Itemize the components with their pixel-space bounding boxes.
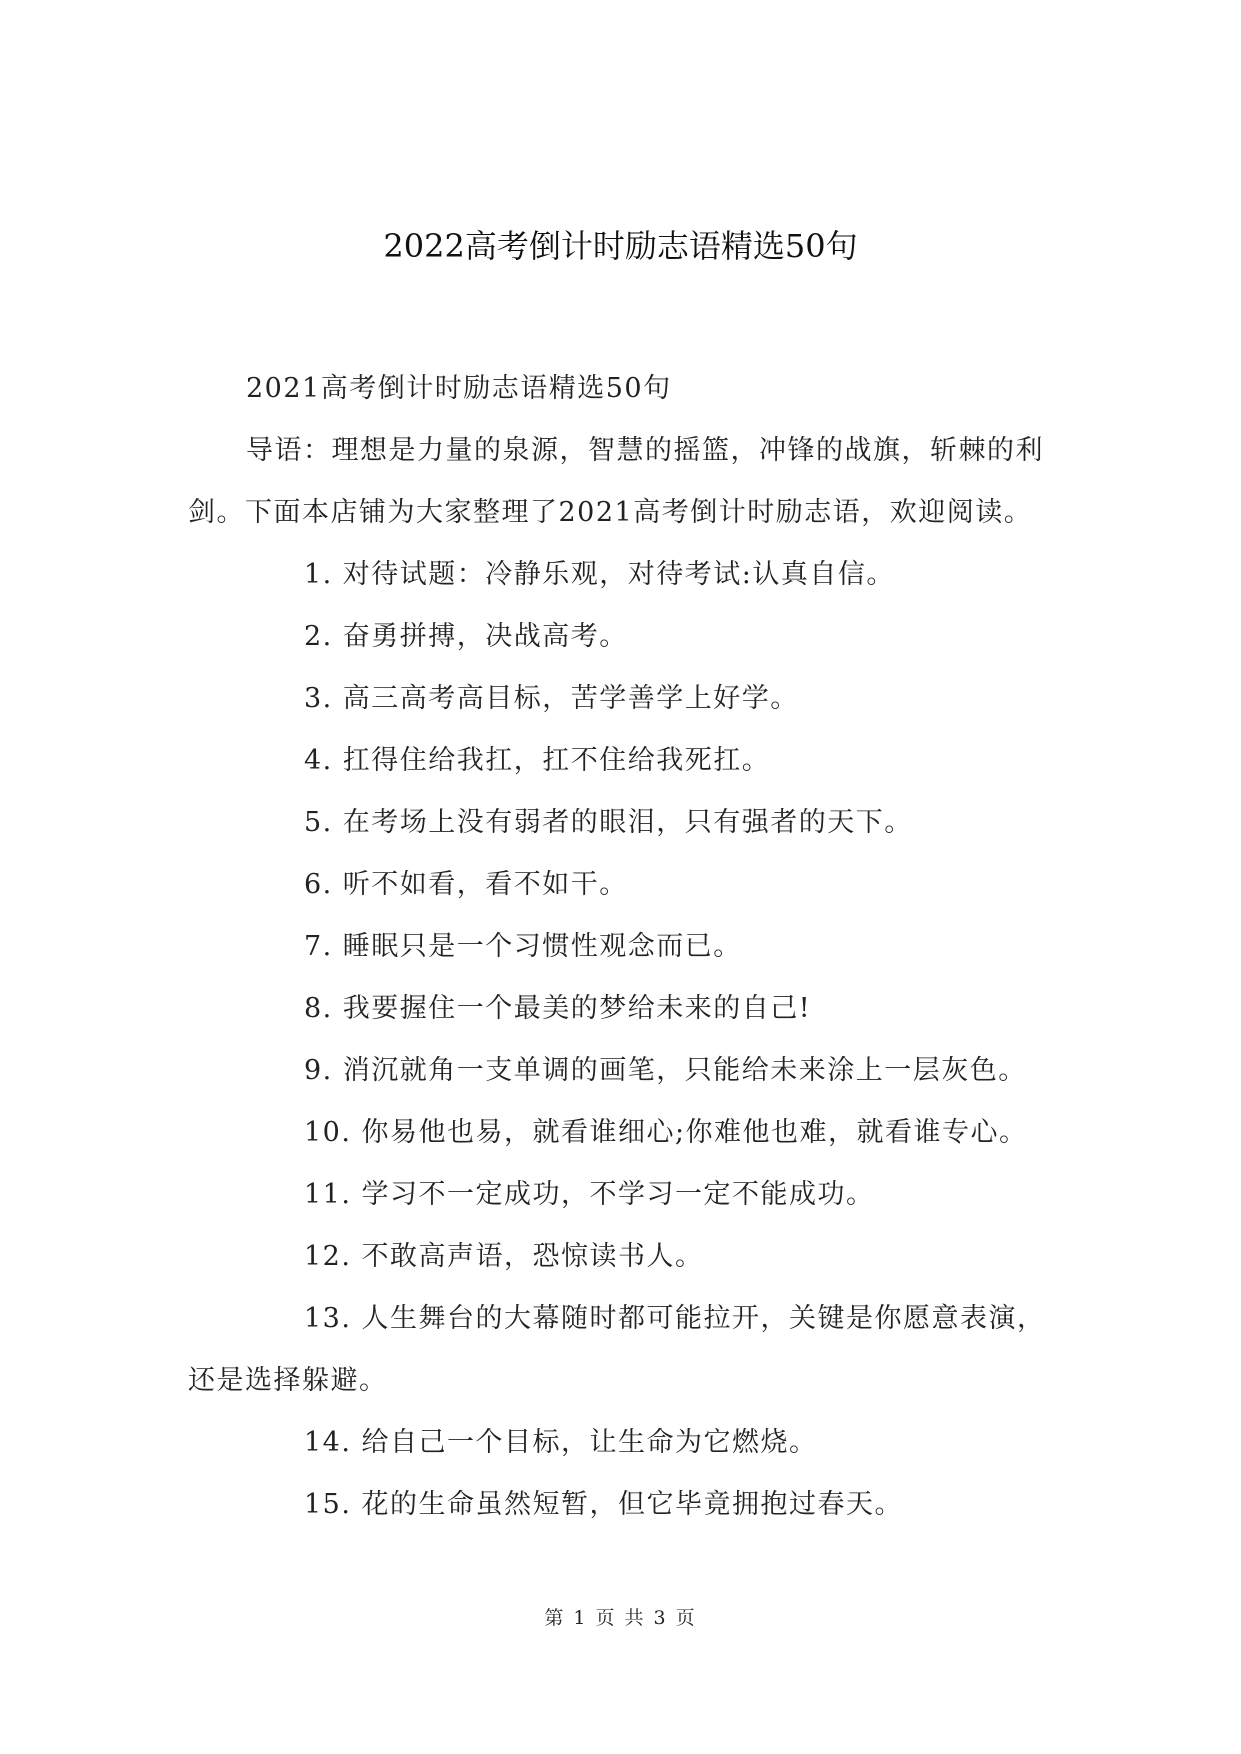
item-text: 奋勇拼搏，决战高考。 (342, 621, 628, 652)
list-item (188, 1040, 1068, 1102)
item-text: 听不如看，看不如干。 (342, 869, 628, 900)
item-number: 9. (304, 1055, 333, 1086)
list-item (188, 978, 1068, 1040)
item-text: 给自己一个目标，让生命为它燃烧。 (361, 1427, 818, 1458)
document-body (188, 358, 1068, 1536)
item-number: 7. (304, 931, 333, 962)
item-number: 15. (304, 1489, 352, 1520)
list-item (188, 1226, 1068, 1288)
item-number: 1. (304, 559, 333, 590)
list-item (188, 854, 1068, 916)
item-number: 4. (304, 745, 333, 776)
item-number: 8. (304, 993, 333, 1024)
list-item (188, 730, 1068, 792)
item-number: 14. (304, 1427, 352, 1458)
item-text: 对待试题：冷静乐观，对待考试:认真自信。 (342, 559, 895, 590)
list-item (188, 1288, 1068, 1412)
item-text: 花的生命虽然短暂，但它毕竟拥抱过春天。 (361, 1489, 903, 1520)
item-number: 11. (304, 1179, 352, 1210)
list-item (188, 1102, 1068, 1164)
item-text: 睡眠只是一个习惯性观念而已。 (342, 931, 742, 962)
item-number: 2. (304, 621, 333, 652)
item-number: 13. (304, 1303, 352, 1334)
list-item (188, 544, 1068, 606)
list-item (188, 1164, 1068, 1226)
item-number: 3. (304, 683, 333, 714)
item-text: 扛得住给我扛，扛不住给我死扛。 (342, 745, 771, 776)
item-text: 人生舞台的大幕随时都可能拉开，关键是你愿意表演，还是选择躲避。 (188, 1303, 1046, 1396)
item-text: 学习不一定成功，不学习一定不能成功。 (361, 1179, 875, 1210)
item-number: 6. (304, 869, 333, 900)
item-number: 5. (304, 807, 333, 838)
item-number: 12. (304, 1241, 352, 1272)
item-text: 不敢高声语，恐惊读书人。 (361, 1241, 704, 1272)
item-text: 在考场上没有弱者的眼泪，只有强者的天下。 (342, 807, 913, 838)
list-item (188, 792, 1068, 854)
page-footer: 第 1 页 共 3 页 (544, 1607, 697, 1629)
intro-paragraph: 导语：理想是力量的泉源，智慧的摇篮，冲锋的战旗，斩棘的利剑。下面本店铺为大家整理了2021高考倒计时励志语，欢迎阅读。 (188, 435, 1044, 528)
document-title: 2022高考倒计时励志语精选50句 (383, 227, 858, 265)
list-item (188, 1412, 1068, 1474)
item-number: 10. (304, 1117, 352, 1148)
item-text: 你易他也易，就看谁细心;你难他也难，就看谁专心。 (361, 1117, 1028, 1148)
list-item (188, 916, 1068, 978)
subtitle-paragraph: 2021高考倒计时励志语精选50句 (246, 373, 672, 404)
list-item (188, 1474, 1068, 1536)
item-text: 消沉就角一支单调的画笔，只能给未来涂上一层灰色。 (342, 1055, 1027, 1086)
item-text: 高三高考高目标，苦学善学上好学。 (342, 683, 799, 714)
list-item (188, 668, 1068, 730)
list-item (188, 606, 1068, 668)
item-text: 我要握住一个最美的梦给未来的自己! (342, 993, 812, 1024)
